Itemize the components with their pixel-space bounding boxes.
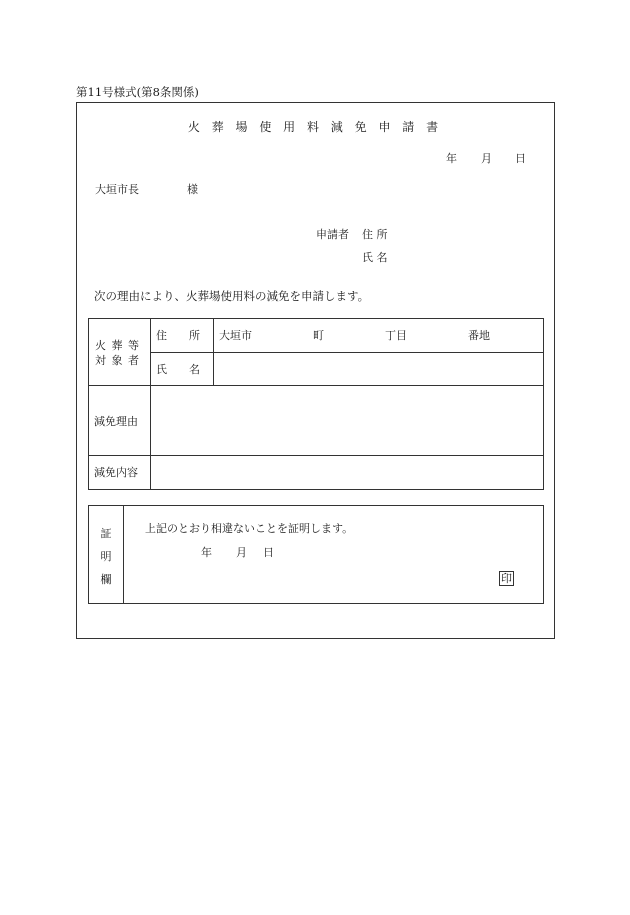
- subject-address-label: 住 所: [156, 329, 200, 342]
- subject-label-line2: 対 象 者: [95, 354, 140, 367]
- address-city: 大垣市: [219, 329, 252, 342]
- certificate-label-char-1: 証: [100, 527, 112, 540]
- intro-statement: 次の理由により、火葬場使用料の減免を申請します。: [94, 289, 370, 303]
- address-chome: 丁目: [385, 329, 407, 342]
- date-month-label: 月: [481, 152, 492, 165]
- certificate-statement: 上記のとおり相違ないことを証明します。: [145, 522, 354, 535]
- reduction-reason-label: 減免理由: [94, 415, 138, 428]
- certificate-label-char-2: 明: [100, 550, 112, 563]
- applicant-address-label: 住 所: [362, 228, 388, 241]
- seal-mark: 印: [501, 572, 512, 585]
- date-year-label: 年: [446, 152, 457, 165]
- form-number-label: 第11号様式(第8条関係): [76, 85, 199, 99]
- address-town: 町: [313, 329, 324, 342]
- reduction-content-label: 減免内容: [94, 466, 138, 479]
- certificate-year: 年: [201, 546, 212, 559]
- addressee-honorific: 様: [187, 183, 198, 196]
- date-day-label: 日: [515, 152, 526, 165]
- subject-name-label: 氏 名: [156, 363, 200, 376]
- certificate-month: 月: [236, 546, 247, 559]
- application-table: [88, 318, 544, 490]
- addressee-name: 大垣市長: [95, 183, 139, 196]
- certificate-label-char-3: 欄: [100, 573, 112, 586]
- applicant-label: 申請者: [316, 228, 349, 241]
- form-title: 火 葬 場 使 用 料 減 免 申 請 書: [187, 120, 443, 134]
- applicant-name-label: 氏 名: [362, 251, 388, 264]
- address-banchi: 番地: [468, 329, 490, 342]
- certificate-day: 日: [263, 546, 274, 559]
- subject-label-line1: 火 葬 等: [95, 339, 140, 352]
